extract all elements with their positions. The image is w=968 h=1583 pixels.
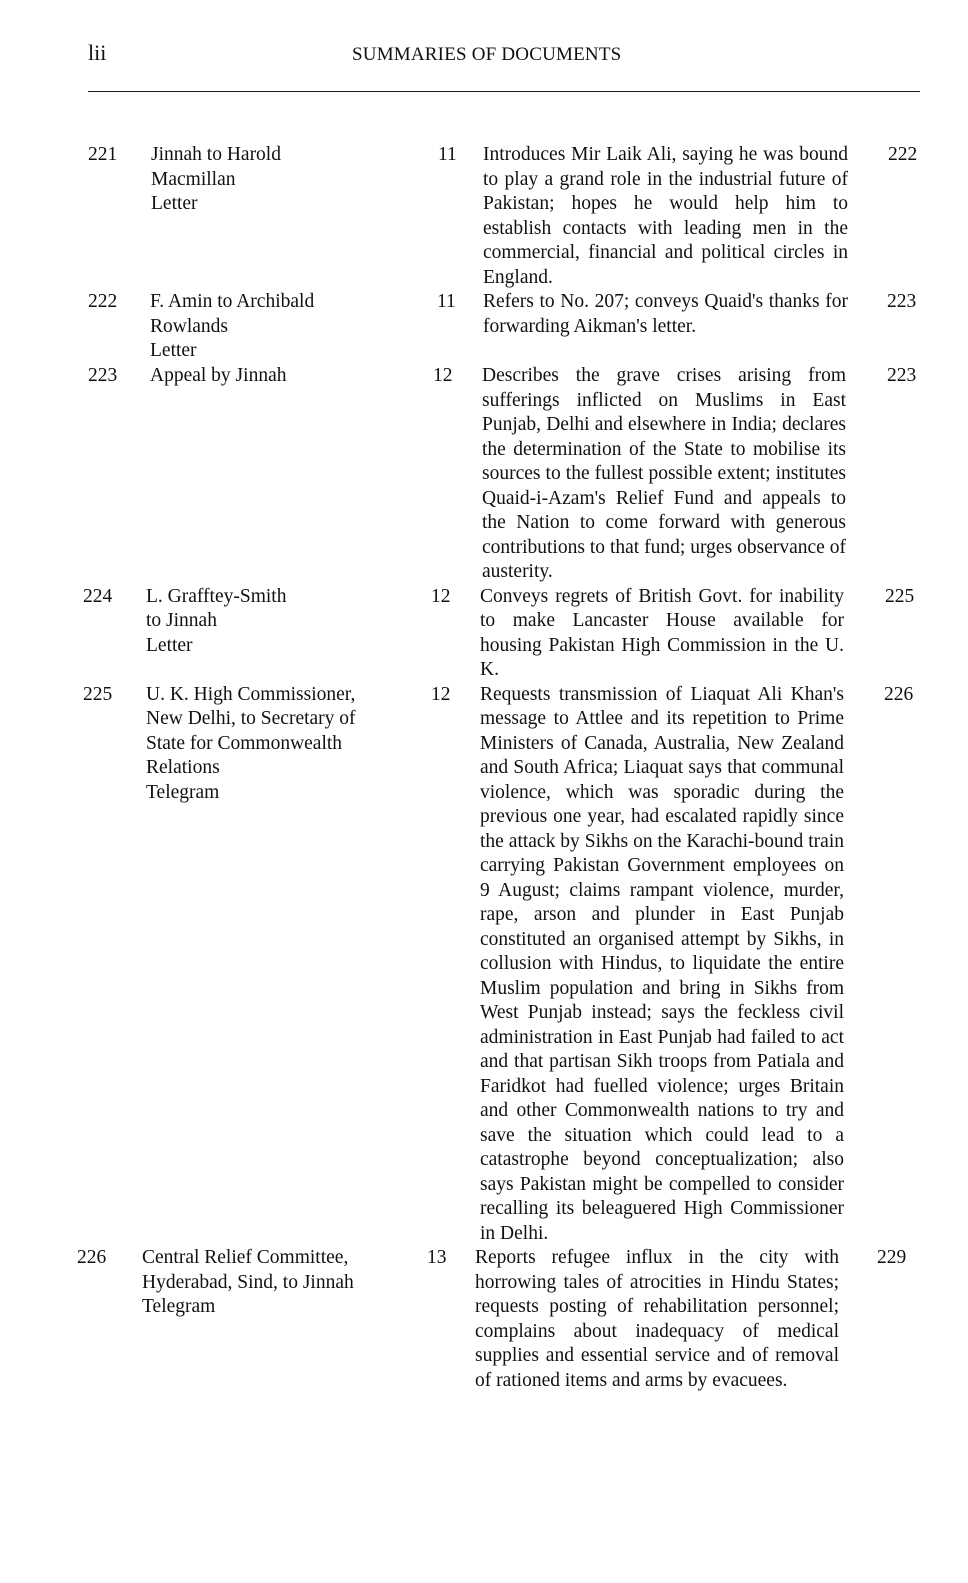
entry-number: 223: [88, 365, 118, 386]
entry-page: 225: [885, 585, 915, 607]
running-title: SUMMARIES OF DOCUMENTS: [352, 44, 622, 65]
entry-date: 11: [437, 291, 456, 312]
entry-date: 11: [438, 144, 457, 165]
entry-date: 12: [433, 365, 453, 386]
entry-number: 224: [83, 585, 113, 607]
entry-page: 223: [887, 291, 917, 312]
document-entry-222: [0, 290, 968, 361]
entry-summary: Introduces Mir Laik Ali, saying he was bound to play a grand role in the industrial future of Pakistan; hopes he would help him to establish contacts with leading men in the commercial, financial and political circles in England.: [483, 144, 848, 288]
entry-date: 12: [431, 585, 451, 607]
entry-page: 223: [887, 365, 917, 386]
entry-number: 222: [88, 291, 118, 312]
page-number: lii: [88, 40, 107, 65]
entry-page: 222: [888, 144, 918, 165]
document-entry-223: [0, 364, 968, 585]
entry-title: U. K. High Commissioner, New Delhi, to Secretary of State for Commonwealth Relations Telegram: [146, 683, 356, 803]
entry-title: L. Grafftey-Smith to Jinnah Letter: [146, 585, 287, 656]
document-entry-221: [0, 143, 968, 290]
entry-title: Jinnah to Harold Macmillan Letter: [151, 144, 281, 214]
entry-page: 229: [877, 1247, 907, 1268]
entry-summary: Describes the grave crises arising from sufferings inflicted on Muslims in East Punjab, Delhi and elsewhere in India; declares the determination of the State to mobilise its sources to the fullest possible extent; institutes Quaid-i-Azam's Relief Fund and appeals to the Nation to come forward with generous contributions to that fund; urges observance of austerity.: [482, 365, 846, 582]
entry-title: F. Amin to Archibald Rowlands Letter: [150, 291, 315, 361]
document-entry-224: [0, 585, 968, 683]
entry-number: 225: [83, 683, 113, 705]
document-entry-225: [0, 683, 968, 1247]
document-entry-226: [0, 1246, 968, 1393]
entry-title: Central Relief Committee, Hyderabad, Sind, to Jinnah Telegram: [142, 1247, 354, 1317]
entry-summary: Requests transmission of Liaquat Ali Khan's message to Attlee and its repetition to Prime Ministers of Canada, Australia, New Zealand and South Africa; Liaquat says that communal violence, which was sporadic during the previous one year, had escalated rapidly since the attack by Sikhs on the Karachi-bound train carrying Pakistan Government employees on 9 August; claims rampant violence, murder, rape, arson and plunder in East Punjab constituted an organised attempt by Sikhs, in collusion with Hindus, to liquidate the entire Muslim population and bring in Sikhs from West Punjab instead; says the feckless civil administration in East Punjab had failed to act and that partisan Sikh troops from Patiala and Faridkot had fuelled violence; urges Britain and other Commonwealth nations to try and save the situation which could lead to a catastrophe beyond conceptualization; also says Pakistan might be compelled to consider recalling its beleaguered High Commissioner in Delhi.: [480, 683, 844, 1244]
entry-summary: Reports refugee influx in the city with horrowing tales of atrocities in Hindu States; requests posting of rehabilitation personnel; complains about inadequacy of medical supplies and essential service and of removal of rationed items and arms by evacuees.: [475, 1247, 839, 1391]
entry-date: 13: [427, 1247, 447, 1268]
entry-number: 226: [77, 1247, 107, 1268]
entry-title: Appeal by Jinnah: [150, 365, 287, 386]
page-header: [0, 0, 968, 100]
entry-summary: Conveys regrets of British Govt. for inability to make Lancaster House available for housing Pakistan High Commission in the U. K.: [480, 585, 844, 680]
entry-number: 221: [88, 144, 118, 165]
header-rule: [88, 91, 920, 92]
document-summary-list: [0, 143, 968, 1393]
entry-date: 12: [431, 683, 451, 705]
entry-page: 226: [884, 683, 914, 705]
entry-summary: Refers to No. 207; conveys Quaid's thanks for forwarding Aikman's letter.: [483, 291, 848, 337]
